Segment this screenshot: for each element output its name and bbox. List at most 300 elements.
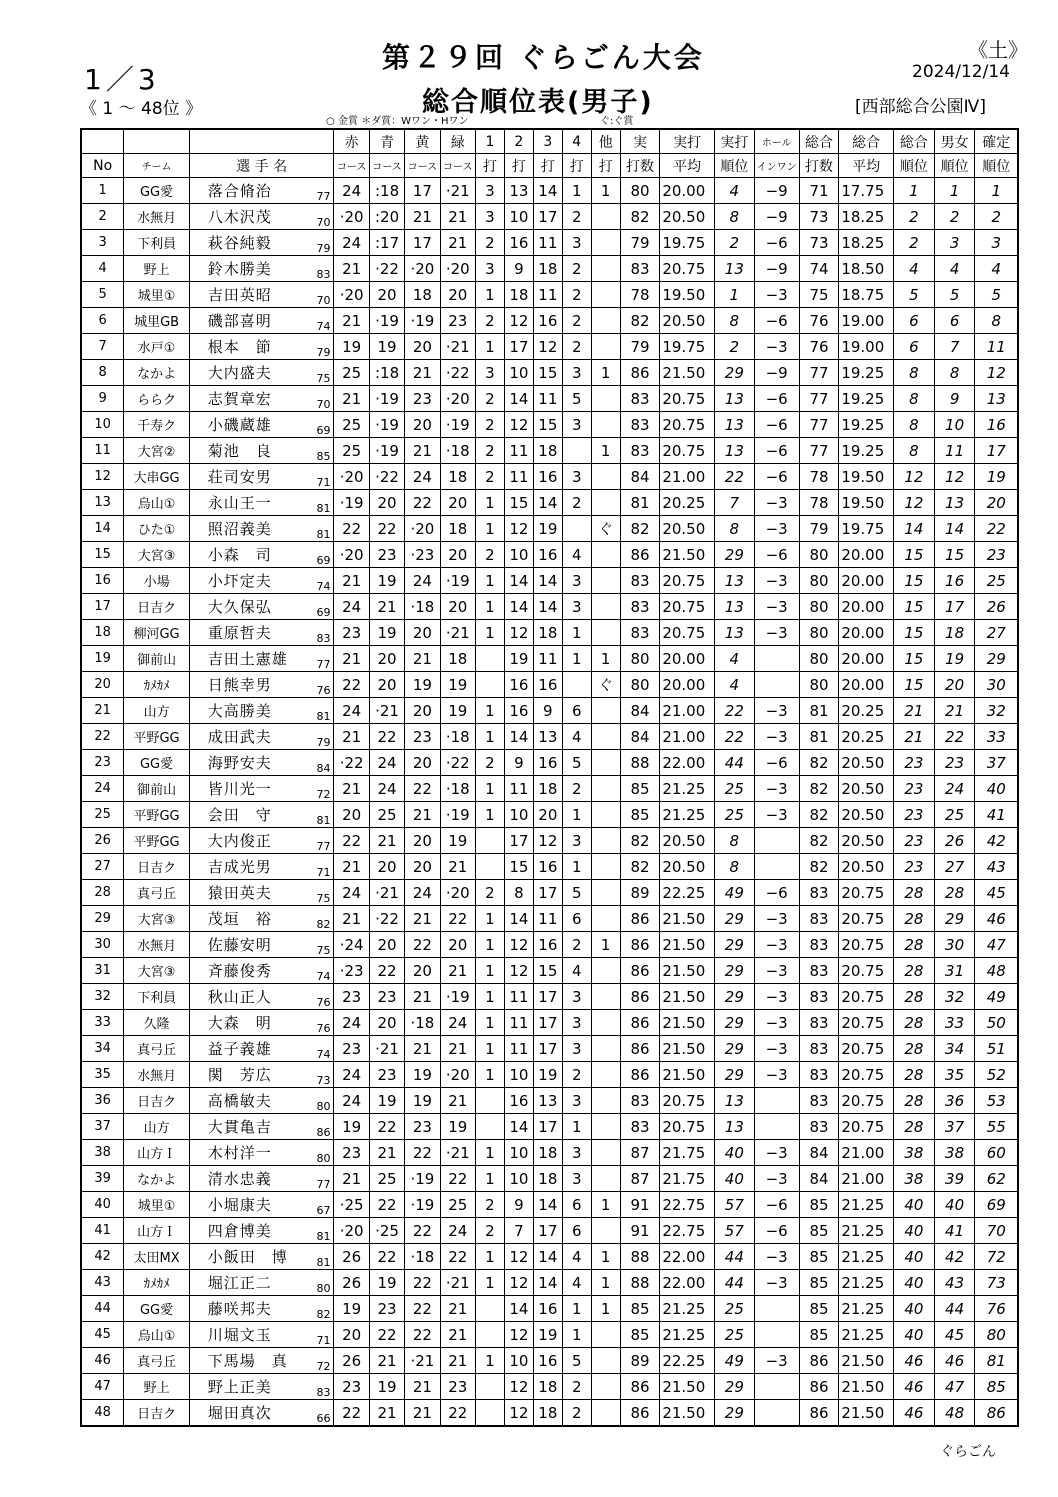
cell-total-strokes: 73 — [799, 230, 839, 256]
cell-blue-course: :18 — [369, 360, 404, 386]
cell-blue-course: ·25 — [369, 1218, 404, 1244]
cell-actual-strokes: 89 — [620, 1348, 660, 1374]
cell-total-rank: 8 — [894, 360, 935, 386]
cell-total-average: 20.00 — [839, 594, 894, 620]
table-row — [81, 1140, 1018, 1166]
cell-total-strokes: 86 — [799, 1400, 839, 1427]
cell-gender-rank: 37 — [934, 1114, 975, 1140]
col-hole-in-one: ホール — [754, 129, 799, 154]
cell-no: 1 — [81, 178, 124, 204]
cell-yellow-course: ·18 — [405, 1010, 440, 1036]
cell-actual-average: 20.75 — [660, 1114, 715, 1140]
cell-actual-rank: 2 — [715, 230, 755, 256]
cell-total-strokes: 84 — [799, 1166, 839, 1192]
cell-age: 82 — [302, 1296, 334, 1322]
cell-actual-average: 20.00 — [660, 672, 715, 698]
cell-stroke-other — [591, 256, 620, 282]
cell-total-strokes: 83 — [799, 932, 839, 958]
cell-stroke-other — [591, 854, 620, 880]
cell-blue-course: 19 — [369, 568, 404, 594]
cell-total-rank: 28 — [894, 1088, 935, 1114]
cell-stroke-4: 2 — [562, 1400, 591, 1427]
cell-stroke-2: 15 — [504, 854, 533, 880]
cell-final-rank: 23 — [975, 542, 1018, 568]
cell-total-average: 20.00 — [839, 672, 894, 698]
cell-stroke-2: 12 — [504, 1374, 533, 1400]
cell-red-course: ·23 — [334, 958, 369, 984]
venue: [西部総合公園Ⅳ] — [855, 97, 986, 117]
cell-stroke-2: 16 — [504, 672, 533, 698]
table-row — [81, 724, 1018, 750]
cell-actual-strokes: 83 — [620, 1114, 660, 1140]
cell-stroke-4: 1 — [562, 854, 591, 880]
cell-hole-in-one: −3 — [754, 516, 799, 542]
cell-hole-in-one: −6 — [754, 386, 799, 412]
cell-stroke-2: 16 — [504, 698, 533, 724]
cell-total-average: 20.50 — [839, 776, 894, 802]
cell-total-rank: 28 — [894, 880, 935, 906]
cell-gender-rank: 47 — [934, 1374, 975, 1400]
cell-hole-in-one: −9 — [754, 256, 799, 282]
cell-total-strokes: 77 — [799, 412, 839, 438]
cell-green-course: 20 — [440, 542, 475, 568]
cell-actual-average: 20.75 — [660, 568, 715, 594]
cell-green-course: 19 — [440, 698, 475, 724]
cell-stroke-2: 12 — [504, 308, 533, 334]
cell-stroke-3: 16 — [533, 750, 562, 776]
cell-total-strokes: 82 — [799, 854, 839, 880]
cell-age: 76 — [302, 1010, 334, 1036]
cell-hole-in-one: −3 — [754, 1140, 799, 1166]
cell-final-rank: 70 — [975, 1218, 1018, 1244]
cell-stroke-1: 2 — [475, 1218, 504, 1244]
cell-stroke-2: 12 — [504, 412, 533, 438]
cell-stroke-3: 15 — [533, 958, 562, 984]
cell-red-course: ·25 — [334, 1192, 369, 1218]
table-row — [81, 1348, 1018, 1374]
cell-hole-in-one: −6 — [754, 464, 799, 490]
cell-green-course: 24 — [440, 1010, 475, 1036]
cell-stroke-1: 1 — [475, 516, 504, 542]
cell-no: 37 — [81, 1114, 124, 1140]
cell-age: 70 — [302, 282, 334, 308]
cell-gender-rank: 23 — [934, 750, 975, 776]
cell-red-course: ·20 — [334, 1218, 369, 1244]
table-row — [81, 438, 1018, 464]
cell-actual-rank: 13 — [715, 594, 755, 620]
cell-stroke-2: 15 — [504, 490, 533, 516]
col-blue-course: 青 — [369, 129, 404, 154]
cell-stroke-3: 17 — [533, 1218, 562, 1244]
cell-no: 29 — [81, 906, 124, 932]
cell-stroke-3: 14 — [533, 568, 562, 594]
col-red-course: 赤 — [334, 129, 369, 154]
cell-final-rank: 62 — [975, 1166, 1018, 1192]
cell-actual-rank: 29 — [715, 1010, 755, 1036]
cell-total-average: 19.75 — [839, 516, 894, 542]
cell-stroke-4: 2 — [562, 1374, 591, 1400]
col-total-strokes: 総合 — [799, 129, 839, 154]
cell-actual-rank: 49 — [715, 1348, 755, 1374]
cell-stroke-1 — [475, 1296, 504, 1322]
cell-total-strokes: 82 — [799, 776, 839, 802]
cell-hole-in-one: −6 — [754, 438, 799, 464]
col-total-average: 総合 — [839, 129, 894, 154]
cell-stroke-other: 1 — [591, 360, 620, 386]
cell-stroke-3: 17 — [533, 204, 562, 230]
cell-green-course: 21 — [440, 1348, 475, 1374]
cell-actual-strokes: 82 — [620, 204, 660, 230]
cell-final-rank: 72 — [975, 1244, 1018, 1270]
cell-no: 16 — [81, 568, 124, 594]
cell-final-rank: 52 — [975, 1062, 1018, 1088]
cell-final-rank: 25 — [975, 568, 1018, 594]
cell-total-average: 21.25 — [839, 1244, 894, 1270]
cell-actual-rank: 13 — [715, 386, 755, 412]
cell-stroke-4: 1 — [562, 620, 591, 646]
cell-player-name: 木村洋一 — [189, 1140, 302, 1166]
cell-gender-rank: 35 — [934, 1062, 975, 1088]
cell-total-rank: 28 — [894, 1010, 935, 1036]
cell-final-rank: 5 — [975, 282, 1018, 308]
cell-gender-rank: 39 — [934, 1166, 975, 1192]
cell-gender-rank: 32 — [934, 984, 975, 1010]
cell-team: GG愛 — [124, 1296, 189, 1322]
cell-stroke-1: 1 — [475, 984, 504, 1010]
cell-stroke-1 — [475, 1374, 504, 1400]
cell-stroke-4: 4 — [562, 542, 591, 568]
cell-stroke-other — [591, 386, 620, 412]
cell-final-rank: 2 — [975, 204, 1018, 230]
cell-stroke-4: 2 — [562, 204, 591, 230]
cell-stroke-1: 1 — [475, 620, 504, 646]
cell-final-rank: 29 — [975, 646, 1018, 672]
ranking-table — [80, 128, 1019, 1427]
cell-age: 83 — [302, 256, 334, 282]
cell-age: 76 — [302, 984, 334, 1010]
cell-stroke-3: 9 — [533, 698, 562, 724]
cell-actual-strokes: 87 — [620, 1166, 660, 1192]
cell-player-name: 照沼義美 — [189, 516, 302, 542]
cell-total-rank: 38 — [894, 1166, 935, 1192]
cell-team: 山方Ｉ — [124, 1218, 189, 1244]
cell-blue-course: 23 — [369, 984, 404, 1010]
cell-actual-strokes: 86 — [620, 932, 660, 958]
cell-age: 81 — [302, 802, 334, 828]
cell-team: 御前山 — [124, 646, 189, 672]
cell-age: 86 — [302, 1114, 334, 1140]
cell-final-rank: 1 — [975, 178, 1018, 204]
cell-player-name: 大久保弘 — [189, 594, 302, 620]
cell-total-rank: 23 — [894, 828, 935, 854]
cell-yellow-course: ·19 — [405, 1192, 440, 1218]
cell-total-rank: 15 — [894, 542, 935, 568]
cell-stroke-4: 3 — [562, 1036, 591, 1062]
cell-final-rank: 19 — [975, 464, 1018, 490]
cell-red-course: 19 — [334, 1296, 369, 1322]
cell-team: 野上 — [124, 256, 189, 282]
cell-stroke-4: 5 — [562, 1348, 591, 1374]
cell-yellow-course: 19 — [405, 672, 440, 698]
cell-yellow-course: 17 — [405, 178, 440, 204]
cell-red-course: 21 — [334, 568, 369, 594]
cell-yellow-course: 20 — [405, 334, 440, 360]
cell-blue-course: ·22 — [369, 464, 404, 490]
cell-hole-in-one — [754, 1296, 799, 1322]
cell-total-strokes: 80 — [799, 542, 839, 568]
table-row — [81, 1062, 1018, 1088]
cell-green-course: 19 — [440, 672, 475, 698]
cell-stroke-4: 2 — [562, 490, 591, 516]
cell-stroke-3: 18 — [533, 620, 562, 646]
cell-actual-average: 21.50 — [660, 542, 715, 568]
cell-stroke-2: 14 — [504, 568, 533, 594]
cell-blue-course: 19 — [369, 1374, 404, 1400]
cell-red-course: ·20 — [334, 282, 369, 308]
cell-yellow-course: ·23 — [405, 542, 440, 568]
cell-hole-in-one: −3 — [754, 568, 799, 594]
cell-player-name: 佐藤安明 — [189, 932, 302, 958]
cell-hole-in-one: −3 — [754, 1010, 799, 1036]
col-4-stroke: 4 — [562, 129, 591, 154]
cell-total-strokes: 85 — [799, 1322, 839, 1348]
cell-team: 大宮② — [124, 438, 189, 464]
cell-stroke-2: 14 — [504, 906, 533, 932]
cell-player-name: 志賀章宏 — [189, 386, 302, 412]
cell-stroke-2: 12 — [504, 932, 533, 958]
cell-stroke-1: 1 — [475, 776, 504, 802]
cell-actual-strokes: 91 — [620, 1192, 660, 1218]
cell-team: 山方 — [124, 1114, 189, 1140]
col-player-name: 選 手 名 — [189, 154, 334, 178]
cell-yellow-course: 21 — [405, 802, 440, 828]
cell-total-strokes: 76 — [799, 334, 839, 360]
cell-player-name: 菊池 良 — [189, 438, 302, 464]
cell-red-course: 20 — [334, 802, 369, 828]
col-other-stroke: 他 — [591, 129, 620, 154]
cell-team: ｶﾒｶﾒ — [124, 1270, 189, 1296]
cell-age: 81 — [302, 516, 334, 542]
cell-age: 81 — [302, 1218, 334, 1244]
cell-red-course: ·24 — [334, 932, 369, 958]
cell-no: 30 — [81, 932, 124, 958]
cell-green-course: ·22 — [440, 750, 475, 776]
cell-no: 7 — [81, 334, 124, 360]
cell-stroke-2: 10 — [504, 1348, 533, 1374]
cell-actual-rank: 4 — [715, 646, 755, 672]
table-row — [81, 698, 1018, 724]
cell-actual-rank: 29 — [715, 360, 755, 386]
cell-stroke-other — [591, 984, 620, 1010]
cell-hole-in-one: −3 — [754, 490, 799, 516]
cell-total-rank: 14 — [894, 516, 935, 542]
cell-team: 大宮③ — [124, 906, 189, 932]
cell-green-course: ·18 — [440, 438, 475, 464]
cell-stroke-other: 1 — [591, 1192, 620, 1218]
cell-gender-rank: 48 — [934, 1400, 975, 1427]
cell-blue-course: 19 — [369, 1088, 404, 1114]
cell-player-name: 大内俊正 — [189, 828, 302, 854]
cell-no: 5 — [81, 282, 124, 308]
col-yellow-course: 黄 — [405, 129, 440, 154]
cell-red-course: 24 — [334, 880, 369, 906]
cell-yellow-course: 24 — [405, 568, 440, 594]
cell-red-course: 21 — [334, 854, 369, 880]
table-row — [81, 230, 1018, 256]
cell-total-rank: 6 — [894, 308, 935, 334]
cell-age: 84 — [302, 750, 334, 776]
table-row — [81, 360, 1018, 386]
cell-age: 80 — [302, 1270, 334, 1296]
cell-team: ｶﾒｶﾒ — [124, 672, 189, 698]
cell-yellow-course: 21 — [405, 438, 440, 464]
cell-actual-strokes: 78 — [620, 282, 660, 308]
cell-stroke-1: 1 — [475, 568, 504, 594]
cell-age: 71 — [302, 1322, 334, 1348]
cell-green-course: 23 — [440, 1374, 475, 1400]
cell-actual-average: 20.75 — [660, 594, 715, 620]
cell-stroke-4: 3 — [562, 412, 591, 438]
cell-final-rank: 50 — [975, 1010, 1018, 1036]
cell-actual-rank: 13 — [715, 1088, 755, 1114]
cell-stroke-2: 16 — [504, 230, 533, 256]
cell-stroke-1: 1 — [475, 1036, 504, 1062]
cell-stroke-3: 13 — [533, 724, 562, 750]
cell-no: 22 — [81, 724, 124, 750]
cell-green-course: ·20 — [440, 1062, 475, 1088]
cell-yellow-course: 22 — [405, 1218, 440, 1244]
cell-gender-rank: 17 — [934, 594, 975, 620]
cell-stroke-other — [591, 1218, 620, 1244]
cell-age: 80 — [302, 1140, 334, 1166]
cell-stroke-other — [591, 750, 620, 776]
cell-total-strokes: 83 — [799, 880, 839, 906]
cell-total-average: 20.00 — [839, 620, 894, 646]
cell-stroke-3: 19 — [533, 516, 562, 542]
cell-stroke-4: 5 — [562, 750, 591, 776]
cell-actual-average: 21.25 — [660, 776, 715, 802]
cell-stroke-3: 16 — [533, 464, 562, 490]
cell-hole-in-one — [754, 672, 799, 698]
cell-red-course: 23 — [334, 1036, 369, 1062]
cell-no: 26 — [81, 828, 124, 854]
cell-player-name: 皆川光一 — [189, 776, 302, 802]
cell-player-name: 萩谷純毅 — [189, 230, 302, 256]
cell-age: 77 — [302, 1166, 334, 1192]
cell-stroke-4: 1 — [562, 178, 591, 204]
cell-blue-course: 24 — [369, 750, 404, 776]
cell-green-course: ·21 — [440, 1270, 475, 1296]
cell-stroke-4: 2 — [562, 932, 591, 958]
cell-stroke-other: ぐ — [591, 516, 620, 542]
cell-stroke-4: 3 — [562, 1088, 591, 1114]
cell-hole-in-one: −6 — [754, 1218, 799, 1244]
cell-gender-rank: 42 — [934, 1244, 975, 1270]
cell-stroke-other — [591, 308, 620, 334]
cell-actual-strokes: 84 — [620, 724, 660, 750]
cell-total-rank: 28 — [894, 958, 935, 984]
cell-final-rank: 45 — [975, 880, 1018, 906]
cell-yellow-course: 22 — [405, 490, 440, 516]
cell-no: 34 — [81, 1036, 124, 1062]
table-row — [81, 828, 1018, 854]
cell-actual-strokes: 83 — [620, 386, 660, 412]
cell-actual-strokes: 86 — [620, 1062, 660, 1088]
cell-stroke-other: 1 — [591, 178, 620, 204]
cell-team: 日吉ク — [124, 594, 189, 620]
cell-stroke-4: 2 — [562, 308, 591, 334]
cell-actual-strokes: 86 — [620, 1374, 660, 1400]
award-legend-gu: ぐ:ぐ賞 — [600, 116, 634, 127]
cell-player-name: 根本 節 — [189, 334, 302, 360]
cell-stroke-other — [591, 412, 620, 438]
cell-final-rank: 11 — [975, 334, 1018, 360]
cell-total-average: 20.00 — [839, 646, 894, 672]
cell-gender-rank: 43 — [934, 1270, 975, 1296]
cell-green-course: ·20 — [440, 256, 475, 282]
cell-total-average: 21.50 — [839, 1348, 894, 1374]
table-row — [81, 802, 1018, 828]
cell-green-course: 22 — [440, 1400, 475, 1427]
table-row — [81, 204, 1018, 230]
cell-stroke-2: 12 — [504, 1400, 533, 1427]
cell-no: 47 — [81, 1374, 124, 1400]
cell-red-course: 24 — [334, 1010, 369, 1036]
cell-final-rank: 27 — [975, 620, 1018, 646]
cell-yellow-course: 21 — [405, 906, 440, 932]
cell-blue-course: 23 — [369, 1062, 404, 1088]
cell-gender-rank: 14 — [934, 516, 975, 542]
cell-green-course: ·21 — [440, 620, 475, 646]
cell-actual-rank: 29 — [715, 1062, 755, 1088]
cell-gender-rank: 11 — [934, 438, 975, 464]
cell-blue-course: ·19 — [369, 412, 404, 438]
cell-total-strokes: 83 — [799, 906, 839, 932]
cell-gender-rank: 10 — [934, 412, 975, 438]
cell-actual-rank: 13 — [715, 412, 755, 438]
cell-gender-rank: 6 — [934, 308, 975, 334]
cell-stroke-1: 1 — [475, 958, 504, 984]
cell-team: 城里① — [124, 282, 189, 308]
cell-stroke-4: 6 — [562, 698, 591, 724]
cell-actual-strokes: 82 — [620, 516, 660, 542]
rank-range: 《 1 ～ 48位 》 — [80, 99, 203, 119]
cell-yellow-course: 20 — [405, 828, 440, 854]
cell-total-strokes: 85 — [799, 1270, 839, 1296]
cell-actual-average: 20.75 — [660, 620, 715, 646]
cell-red-course: 24 — [334, 698, 369, 724]
cell-team: 小場 — [124, 568, 189, 594]
cell-gender-rank: 31 — [934, 958, 975, 984]
cell-final-rank: 13 — [975, 386, 1018, 412]
cell-yellow-course: 17 — [405, 230, 440, 256]
cell-stroke-1: 1 — [475, 1244, 504, 1270]
cell-no: 23 — [81, 750, 124, 776]
cell-green-course: 18 — [440, 516, 475, 542]
cell-stroke-2: 17 — [504, 334, 533, 360]
cell-hole-in-one: −3 — [754, 984, 799, 1010]
cell-stroke-1: 1 — [475, 490, 504, 516]
cell-age: 74 — [302, 568, 334, 594]
cell-green-course: ·18 — [440, 724, 475, 750]
col-3-stroke: 3 — [533, 129, 562, 154]
cell-no: 39 — [81, 1166, 124, 1192]
cell-actual-rank: 8 — [715, 308, 755, 334]
cell-total-average: 20.75 — [839, 1036, 894, 1062]
cell-actual-average: 21.50 — [660, 1010, 715, 1036]
cell-green-course: 20 — [440, 932, 475, 958]
cell-total-average: 20.75 — [839, 1114, 894, 1140]
